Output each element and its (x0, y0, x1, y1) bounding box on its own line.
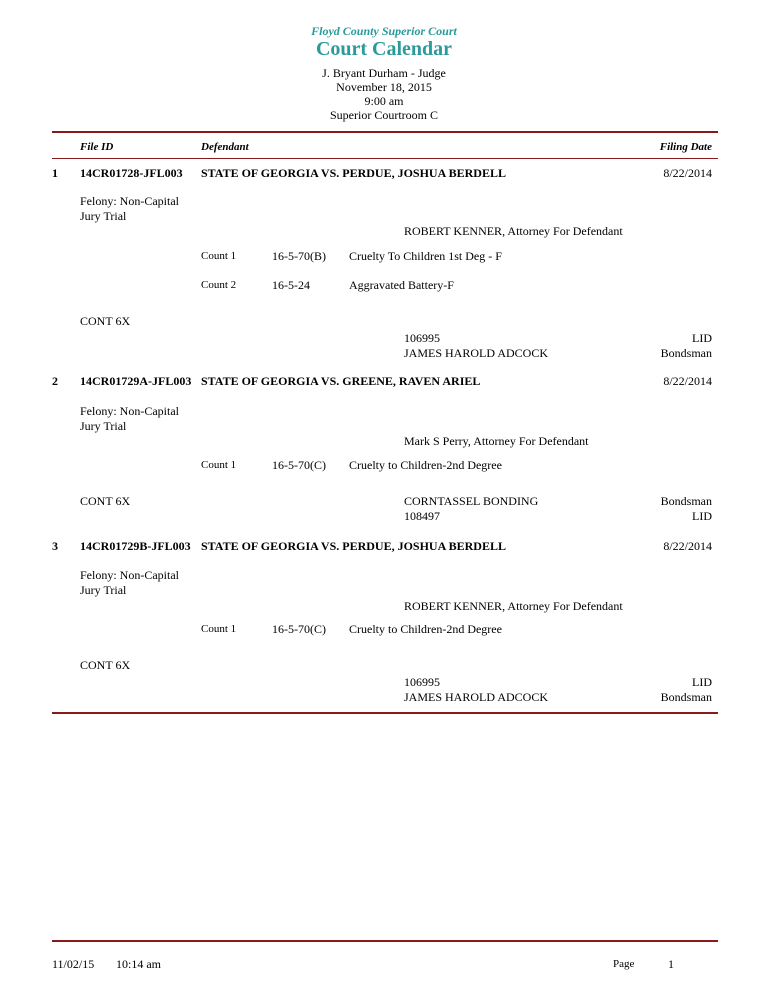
col-filing-date: Filing Date (659, 141, 712, 153)
count-label: Count 2 (201, 279, 237, 291)
case-title: STATE OF GEORGIA VS. PERDUE, JOSHUA BERDELL (201, 539, 506, 553)
continuance-note: CONT 6X (80, 494, 131, 508)
attorney: ROBERT KENNER, Attorney For Defendant (404, 224, 623, 238)
case-file-id: 14CR01729B-JFL003 (80, 539, 191, 553)
print-time: 10:14 am (116, 957, 161, 971)
bond-line-1-type: Bondsman (660, 494, 712, 508)
case-title: STATE OF GEORGIA VS. PERDUE, JOSHUA BERDELL (201, 166, 506, 180)
bond-line-2: 108497 (404, 509, 440, 523)
continuance-note: CONT 6X (80, 658, 131, 672)
calendar-time: 9:00 am (364, 94, 404, 108)
attorney: Mark S Perry, Attorney For Defendant (404, 434, 589, 448)
continuance-note: CONT 6X (80, 314, 131, 328)
bond-line-2-type: Bondsman (660, 346, 712, 360)
footer-rule (52, 940, 718, 942)
case-type: Felony: Non-Capital (80, 568, 179, 582)
bond-line-1: 106995 (404, 331, 440, 345)
trial-type: Jury Trial (80, 209, 127, 223)
bond-line-2: JAMES HAROLD ADCOCK (404, 346, 549, 360)
page-label: Page (613, 958, 635, 970)
page-title: Court Calendar (315, 38, 453, 60)
count-label: Count 1 (201, 459, 237, 471)
bond-line-1: CORNTASSEL BONDING (404, 494, 539, 508)
filing-date: 8/22/2014 (663, 166, 712, 180)
courtroom: Superior Courtroom C (330, 108, 438, 122)
count-label: Count 1 (201, 623, 237, 635)
attorney: ROBERT KENNER, Attorney For Defendant (404, 599, 623, 613)
judge-name: J. Bryant Durham - Judge (322, 66, 446, 80)
page-number: 1 (668, 957, 674, 971)
count-description: Aggravated Battery-F (349, 278, 454, 292)
bond-line-2: JAMES HAROLD ADCOCK (404, 690, 549, 704)
bond-line-2-type: Bondsman (660, 690, 712, 704)
bond-line-1: 106995 (404, 675, 440, 689)
filing-date: 8/22/2014 (663, 374, 712, 388)
filing-date: 8/22/2014 (663, 539, 712, 553)
case-file-id: 14CR01729A-JFL003 (80, 374, 192, 388)
trial-type: Jury Trial (80, 583, 127, 597)
case-title: STATE OF GEORGIA VS. GREENE, RAVEN ARIEL (201, 374, 481, 388)
case-number: 3 (52, 539, 58, 553)
case-type: Felony: Non-Capital (80, 404, 179, 418)
bond-line-2-type: LID (692, 509, 712, 523)
count-code: 16-5-70(B) (272, 249, 326, 263)
col-file-id: File ID (80, 141, 114, 153)
count-description: Cruelty to Children-2nd Degree (349, 458, 502, 472)
count-code: 16-5-70(C) (272, 622, 326, 636)
case-number: 2 (52, 374, 58, 388)
trial-type: Jury Trial (80, 419, 127, 433)
header-rule (52, 131, 718, 133)
count-code: 16-5-24 (272, 278, 310, 292)
column-rule (52, 158, 718, 159)
col-defendant: Defendant (201, 141, 249, 153)
case-file-id: 14CR01728-JFL003 (80, 166, 183, 180)
end-rule (52, 712, 718, 714)
print-date: 11/02/15 (52, 957, 95, 971)
case-number: 1 (52, 166, 58, 180)
court-name: Floyd County Superior Court (311, 24, 457, 38)
bond-line-1-type: LID (692, 675, 712, 689)
count-description: Cruelty To Children 1st Deg - F (349, 249, 502, 263)
count-description: Cruelty to Children-2nd Degree (349, 622, 502, 636)
count-code: 16-5-70(C) (272, 458, 326, 472)
case-type: Felony: Non-Capital (80, 194, 179, 208)
calendar-date: November 18, 2015 (336, 80, 432, 94)
count-label: Count 1 (201, 250, 237, 262)
bond-line-1-type: LID (692, 331, 712, 345)
